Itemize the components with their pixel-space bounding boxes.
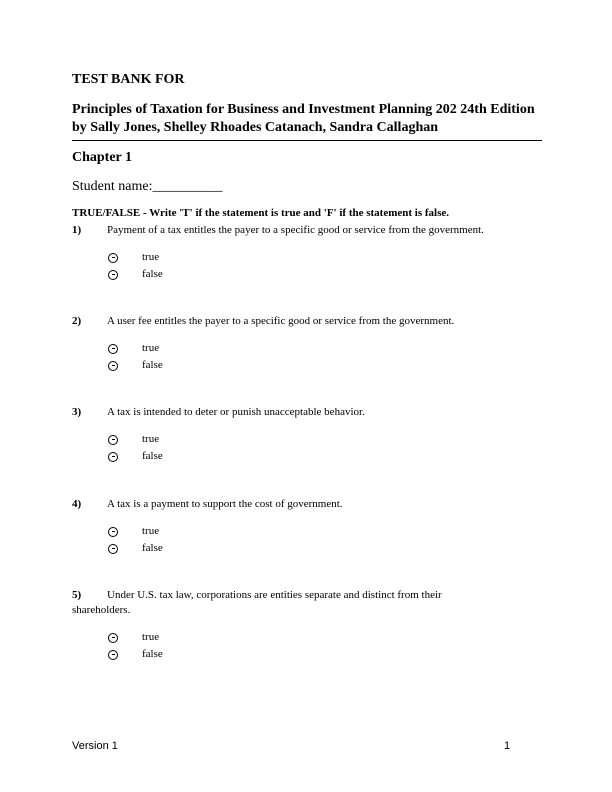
option-true[interactable] <box>108 340 542 357</box>
book-title-line-2: by Sally Jones, Shelley Rhoades Catanach, Sandra Callaghan <box>72 120 439 135</box>
book-title-line-1: Principles of Taxation for Business and Investment Planning 202 24th Edition <box>72 102 535 117</box>
answer-options <box>108 340 542 374</box>
option-label: false <box>142 268 163 280</box>
option-true[interactable] <box>108 431 542 448</box>
answer-options <box>108 523 542 557</box>
option-label: false <box>142 542 163 554</box>
question-text: A tax is a payment to support the cost of government. <box>107 498 343 510</box>
question-3 <box>72 405 542 465</box>
question-text: Payment of a tax entitles the payer to a specific good or service from the government. <box>107 224 484 236</box>
radio-button-icon[interactable] <box>108 253 118 263</box>
question-text: Under U.S. tax law, corporations are entities separate and distinct from their <box>107 589 442 601</box>
footer-page-number: 1 <box>504 740 511 752</box>
radio-button-icon[interactable] <box>108 527 118 537</box>
option-label: false <box>142 648 163 660</box>
option-label: true <box>142 342 160 354</box>
option-label: false <box>142 450 163 462</box>
radio-button-icon[interactable] <box>108 452 118 462</box>
radio-button-icon[interactable] <box>108 633 118 643</box>
answer-options <box>108 629 542 663</box>
question-2 <box>72 314 542 374</box>
option-label: true <box>142 433 160 445</box>
option-label: true <box>142 525 160 537</box>
question-number: 3) <box>72 406 82 418</box>
chapter-heading: Chapter 1 <box>72 150 133 165</box>
radio-button-icon[interactable] <box>108 544 118 554</box>
test-bank-heading: TEST BANK FOR <box>72 72 185 87</box>
question-number: 2) <box>72 315 82 327</box>
option-false[interactable] <box>108 646 542 663</box>
question-text: A user fee entitles the payer to a specific good or service from the government. <box>107 315 455 327</box>
footer-version: Version 1 <box>72 740 118 752</box>
question-number: 1) <box>72 224 82 236</box>
option-true[interactable] <box>108 629 542 646</box>
question-text-continuation: shareholders. <box>72 604 131 616</box>
question-number: 4) <box>72 498 82 510</box>
student-name-field: Student name:__________ <box>72 179 223 194</box>
radio-button-icon[interactable] <box>108 435 118 445</box>
question-1 <box>72 223 542 283</box>
question-number: 5) <box>72 589 82 601</box>
option-false[interactable] <box>108 540 542 557</box>
radio-button-icon[interactable] <box>108 650 118 660</box>
book-title <box>72 101 542 141</box>
option-false[interactable] <box>108 448 542 465</box>
option-label: false <box>142 359 163 371</box>
option-false[interactable] <box>108 266 542 283</box>
question-text: A tax is intended to deter or punish unacceptable behavior. <box>107 406 365 418</box>
option-true[interactable] <box>108 249 542 266</box>
question-4 <box>72 497 542 557</box>
radio-button-icon[interactable] <box>108 361 118 371</box>
radio-button-icon[interactable] <box>108 270 118 280</box>
answer-options <box>108 431 542 465</box>
question-5 <box>72 588 542 663</box>
radio-button-icon[interactable] <box>108 344 118 354</box>
option-label: true <box>142 251 160 263</box>
option-false[interactable] <box>108 357 542 374</box>
option-true[interactable] <box>108 523 542 540</box>
section-instructions: TRUE/FALSE - Write 'T' if the statement is true and 'F' if the statement is false. <box>72 207 450 219</box>
answer-options <box>108 249 542 283</box>
option-label: true <box>142 631 160 643</box>
